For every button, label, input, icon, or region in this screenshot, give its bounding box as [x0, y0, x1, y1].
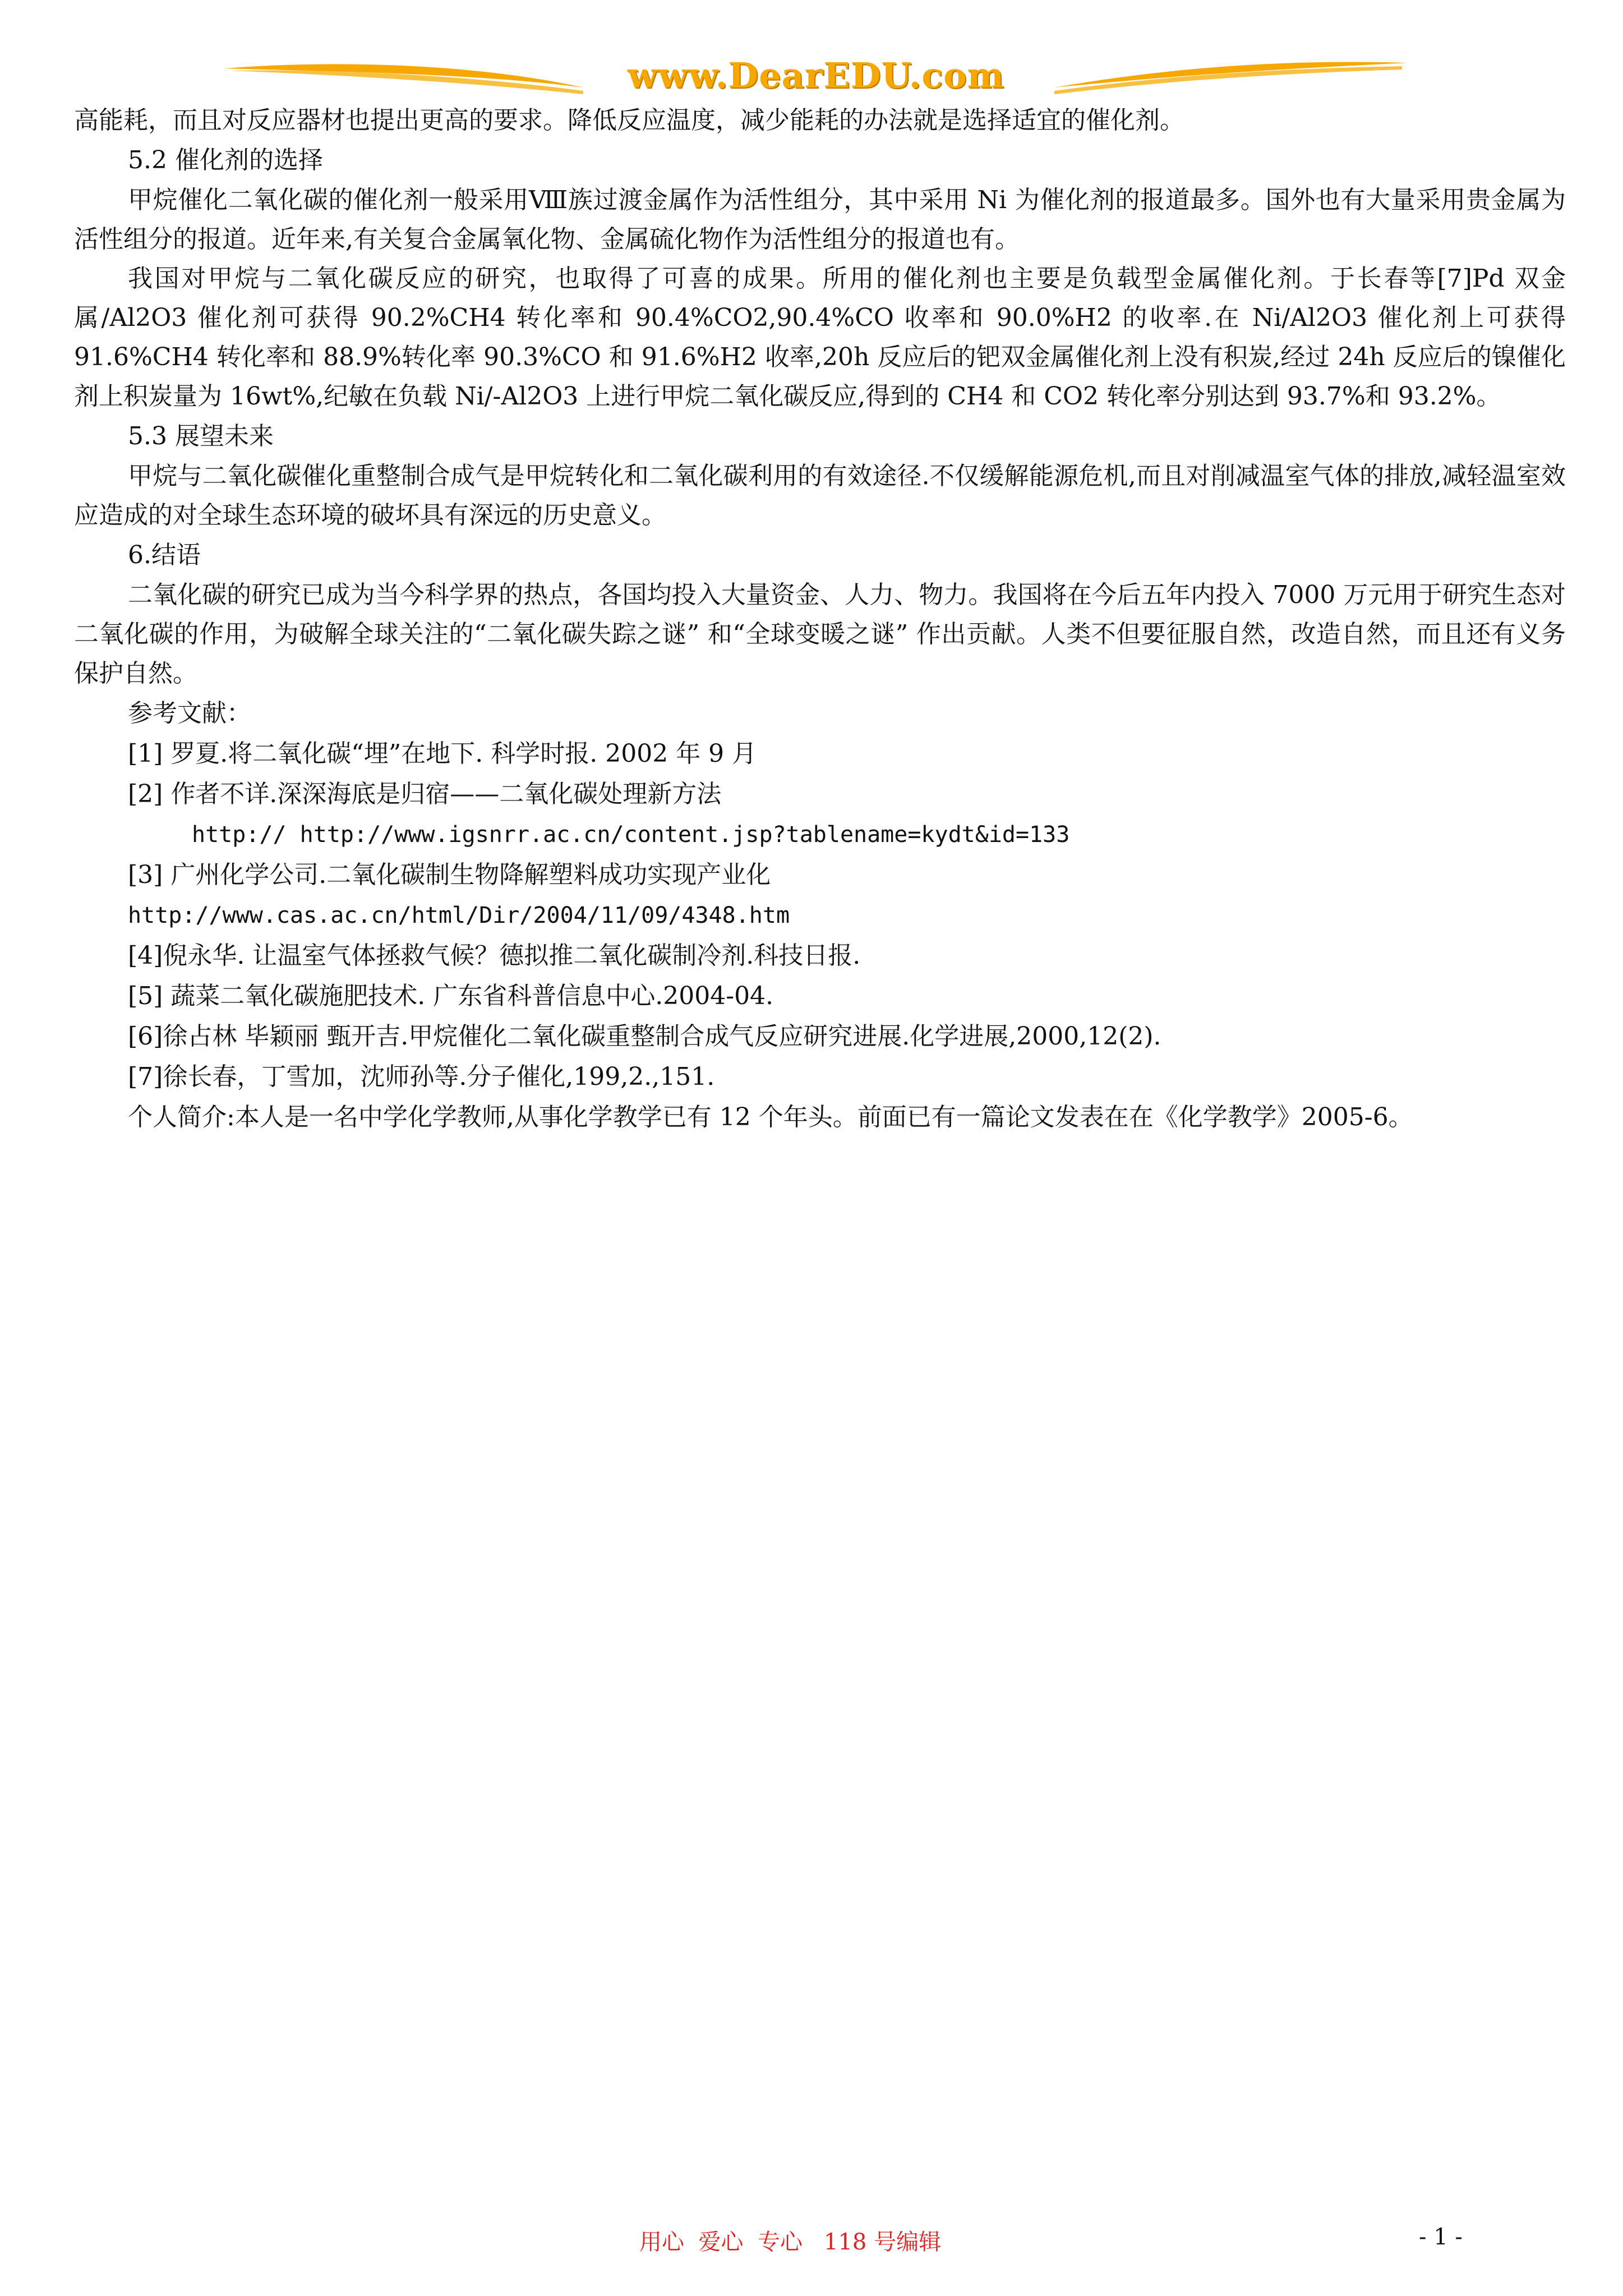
page-footer — [0, 2224, 1623, 2258]
reference-link[interactable]: http://www.cas.ac.cn/html/Dir/2004/11/09/4348.htm — [128, 903, 790, 928]
header-logo — [224, 52, 1408, 105]
reference-item: [7]徐长春，丁雪加，沈师孙等.分子催化,199,2.,151. — [128, 1062, 715, 1091]
author-bio: 个人简介:本人是一名中学化学教师,从事化学教学已有 12 个年头。前面已有一篇论文发表在在《化学教学》2005-6。 — [128, 1103, 1413, 1131]
paragraph-domestic-research: 我国对甲烷与二氧化碳反应的研究，也取得了可喜的成果。所用的催化剂也主要是负载型金属催化剂。于长春等[7]Pd 双金属/Al2O3 催化剂可获得 90.2%CH4 转化率和 90.4%CO2,90.4%CO 收率和 90.0%H2 的收率.在 Ni/Al2O3 催化剂上可获得 91.6%CH4 转化率和 88.9%转化率 90.3%CO 和 91.6%H2 收率,20h 反应后的钯双金属催化剂上没有积炭,经过 24h 反应后的镍催化剂上积炭量为 16wt%,纪敏在负载 Ni/-Al2O3 上进行甲烷二氧化碳反应,得到的 CH4 和 CO2 转化率分别达到 93.7%和 93.2%。 — [74, 264, 1566, 411]
reference-item: [5] 蔬菜二氧化碳施肥技术. 广东省科普信息中心.2004-04. — [128, 982, 774, 1010]
document-body — [74, 101, 1566, 1138]
reference-item: [6]徐占林 毕颖丽 甄开吉.甲烷催化二氧化碳重整制合成气反应研究进展.化学进展,2000,12(2). — [128, 1022, 1161, 1051]
intro-paragraph: 高能耗，而且对反应器材也提出更高的要求。降低反应温度，减少能耗的办法就是选择适宜的催化剂。 — [74, 106, 1184, 135]
reference-item: [3] 广州化学公司.二氧化碳制生物降解塑料成功实现产业化 — [128, 861, 771, 889]
section-heading-5-2: 5.2 催化剂的选择 — [128, 146, 323, 174]
reference-item: [2] 作者不详.深深海底是归宿——二氧化碳处理新方法 — [128, 780, 722, 808]
reference-item: [1] 罗夏.将二氧化碳“埋”在地下. 科学时报. 2002 年 9 月 — [128, 739, 757, 768]
logo-text: www.DearEDU.com — [627, 55, 1005, 96]
paragraph-catalyst-overview: 甲烷催化二氧化碳的催化剂一般采用Ⅷ族过渡金属作为活性组分，其中采用 Ni 为催化剂的报道最多。国外也有大量采用贵金属为活性组分的报道。近年来,有关复合金属氧化物、金属硫化物作为活性组分的报道也有。 — [74, 186, 1566, 254]
reference-item: [4]倪永华. 让温室气体拯救气候？德拟推二氧化碳制冷剂.科技日报. — [128, 941, 861, 970]
page-number: - 1 - — [1419, 2224, 1463, 2250]
references-title: 参考文献： — [128, 699, 251, 728]
footer-slogan: 用心 爱心 专心 118 号编辑 — [639, 2229, 942, 2255]
section-heading-5-3: 5.3 展望未来 — [128, 422, 274, 450]
section-heading-6: 6.结语 — [128, 541, 201, 569]
paragraph-conclusion: 二氧化碳的研究已成为当今科学界的热点，各国均投入大量资金、人力、物力。我国将在今后五年内投入 7000 万元用于研究生态对二氧化碳的作用，为破解全球关注的“二氧化碳失踪之谜” 和“全球变暖之谜” 作出贡献。人类不但要征服自然，改造自然，而且还有义务保护自然。 — [74, 581, 1566, 688]
reference-link[interactable]: http:// http://www.igsnrr.ac.cn/content.jsp?tablename=kydt&id=133 — [192, 822, 1070, 848]
paragraph-outlook: 甲烷与二氧化碳催化重整制合成气是甲烷转化和二氧化碳利用的有效途径.不仅缓解能源危机,而且对削减温室气体的排放,减轻温室效应造成的对全球生态环境的破坏具有深远的历史意义。 — [74, 462, 1566, 530]
